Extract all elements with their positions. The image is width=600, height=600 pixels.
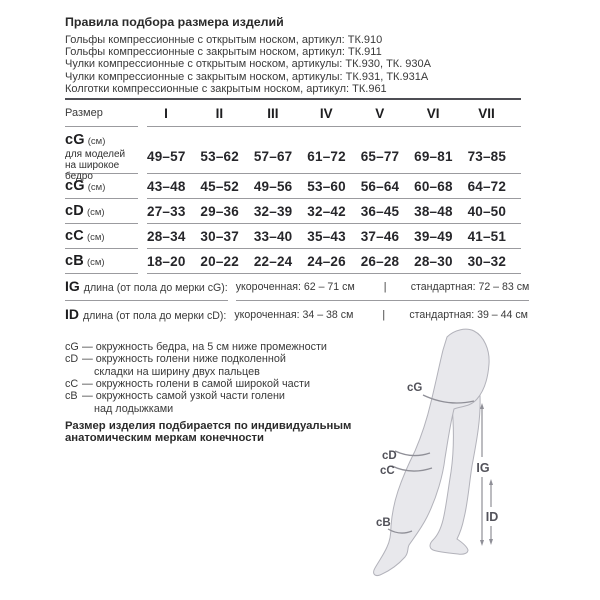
row-label: cC [65,228,84,245]
table-row-cg [65,174,521,199]
cell-value: 49–57 [147,149,186,165]
product-line: Колготки компрессионные с закрытым носком, артикул: ТК.961 [65,82,387,95]
product-line: Чулки компрессионные с закрытым носком, артикулы: ТК.931, ТК.931А [65,70,429,83]
cell-value: 37–46 [360,228,400,244]
length-desc: длина (от пола до мерки cG): [83,282,228,295]
table-row-cb [65,249,521,274]
cell-value: 18–20 [147,253,186,269]
cell-value: 29–36 [200,203,239,219]
cell-value: 56–64 [360,178,400,194]
legend-key: cG [65,341,79,354]
size-column-5: V [375,105,385,121]
cell-value: 40–50 [467,203,507,219]
row-note: для моделей на широкое бедро [65,149,126,182]
size-column-1: I [164,105,168,121]
legend-text: — окружность самой узкой части голени [82,390,285,403]
cell-value: 27–33 [147,203,186,219]
legend-text: — окружность голени ниже подколенной [82,353,286,366]
cell-value: 73–85 [467,149,507,165]
cell-value: 61–72 [307,149,346,165]
cell-value: 30–32 [467,253,507,269]
selection-note-line: анатомическим меркам конечности [65,432,264,445]
length-short-value: укороченная: 34 – 38 см [234,308,354,321]
legend-text: над лодыжками [94,402,174,415]
legend-key: cB [65,390,78,403]
length-row-ig [65,274,530,301]
legend-text: — окружность бедра, на 5 см ниже промежности [82,341,327,354]
cell-value: 24–26 [307,253,346,269]
cell-value: 53–62 [200,149,239,165]
cell-value: 57–67 [253,149,293,165]
ig-arrow-bottom [480,540,484,546]
legend-key: cD [65,353,79,366]
row-unit: (см) [87,136,106,148]
cell-value: 30–37 [200,228,239,244]
table-row-cg-wide [65,127,521,182]
length-standard-value: стандартная: 72 – 83 см [410,281,530,294]
size-column-3: III [267,105,279,121]
cell-value: 32–39 [253,203,293,219]
cell-value: 45–52 [200,178,239,194]
legend-text: складки на ширину двух пальцев [94,365,260,378]
cb-diagram-label: cB [376,517,391,529]
product-line: Чулки компрессионные с открытым носком, артикулы: ТК.930, ТК. 930А [65,58,431,71]
cell-value: 69–81 [414,149,453,165]
length-short-value: укороченная: 62 – 71 см [235,281,355,294]
row-unit: (см) [86,207,105,219]
length-separator: | [383,281,387,294]
selection-note-line: Размер изделия подбирается по индивидуальным [65,419,352,432]
legend-text: — окружность голени в самой широкой части [82,377,311,390]
cell-value: 36–45 [360,203,400,219]
cell-value: 20–22 [200,253,239,269]
cell-value: 26–28 [360,253,400,269]
cell-value: 35–43 [307,228,346,244]
cg-diagram-label: cG [407,382,423,394]
length-desc: длина (от пола до мерки cD): [83,309,227,322]
length-label: ID [65,305,79,322]
size-column-7: VII [478,105,495,121]
product-line: Гольфы компрессионные с открытым носком, артикул: ТК.910 [65,34,383,46]
table-row-cc [65,224,521,249]
cell-value: 33–40 [253,228,293,244]
legend-key: cC [65,377,79,390]
size-column-6: VI [426,105,440,121]
id-arrow-bottom [489,539,493,545]
cell-value: 38–48 [414,203,453,219]
cell-value: 39–49 [414,228,453,244]
cell-value: 64–72 [467,178,507,194]
cell-value: 53–60 [307,178,346,194]
length-separator: | [382,308,386,321]
cell-value: 28–30 [414,253,453,269]
id-diagram-label: ID [485,510,499,524]
size-table [65,98,521,274]
page-title: Правила подбора размера изделий [65,15,284,29]
length-row-id [65,301,528,328]
size-header-label: Размер [65,107,103,120]
cell-value: 43–48 [147,178,186,194]
row-label: cD [65,203,84,220]
row-label: cG [65,178,85,195]
product-list [65,34,521,95]
cell-value: 28–34 [147,228,186,244]
size-column-2: II [215,105,224,121]
row-unit: (см) [86,257,105,269]
size-column-4: IV [319,105,333,121]
length-standard-value: стандартная: 39 – 44 см [409,308,528,321]
row-label: cG [65,132,85,149]
cell-value: 41–51 [467,228,507,244]
product-line: Гольфы компрессионные с закрытым носком, артикул: ТК.911 [65,46,382,59]
cell-value: 49–56 [253,178,293,194]
cell-value: 65–77 [360,149,400,165]
cc-diagram-label: cC [380,465,395,477]
legs-measurement-diagram [365,325,580,580]
ig-diagram-label: IG [476,461,490,475]
cell-value: 32–42 [307,203,346,219]
length-label: IG [65,278,80,295]
row-unit: (см) [87,182,106,194]
cd-diagram-label: cD [382,450,397,462]
row-unit: (см) [86,232,105,244]
row-label: cB [65,253,84,270]
cell-value: 60–68 [414,178,453,194]
table-header-row [65,100,521,127]
table-row-cd [65,199,521,224]
cell-value: 22–24 [253,253,293,269]
